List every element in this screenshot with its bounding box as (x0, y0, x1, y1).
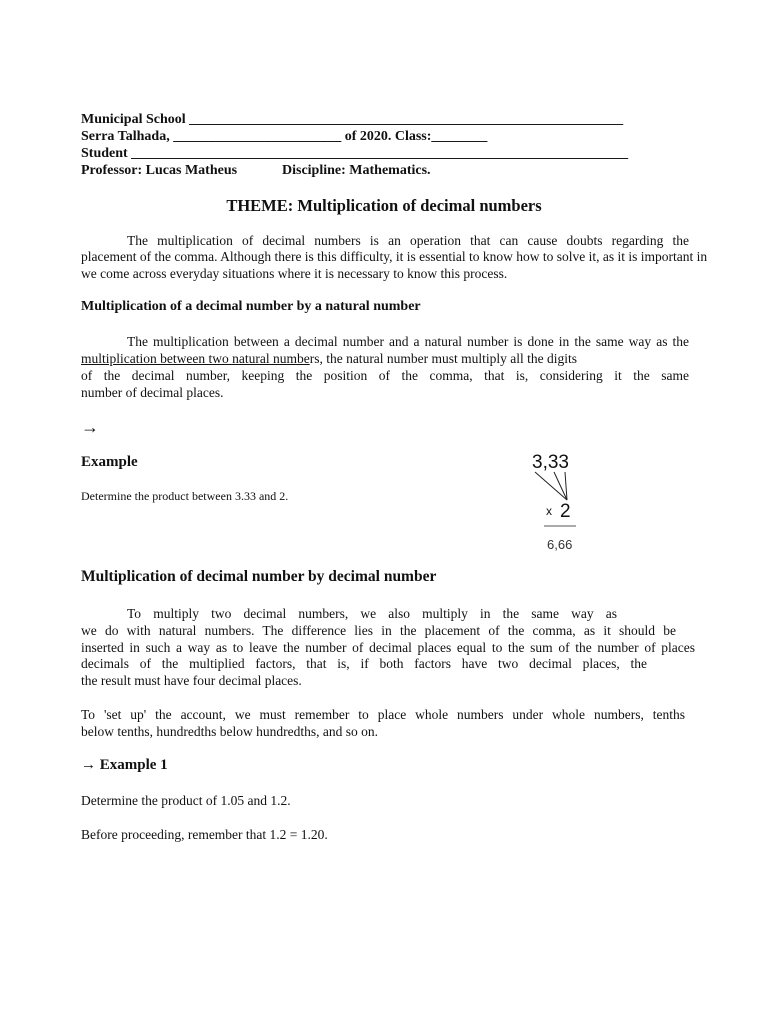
section1-line-2 (81, 350, 577, 367)
multiplier: 2 (560, 501, 571, 522)
multiplicand: 3,33 (532, 452, 569, 473)
example1-text: Determine the product of 1.05 and 1.2. (81, 793, 291, 808)
school-field: Municipal School ______________________________________________________________ (81, 112, 624, 127)
page-title: THEME: Multiplication of decimal numbers (226, 196, 542, 215)
section1-line-4: number of decimal places. (81, 385, 224, 400)
city-date-class-field: Serra Talhada, ________________________ of 2020. Class:________ (81, 129, 488, 144)
section1-line-1: The multiplication between a decimal number and a natural number is done in the same way as the (127, 334, 689, 349)
times-sign: x (546, 504, 552, 518)
section2-p1-line-5: the result must have four decimal places. (81, 673, 302, 688)
section1-line-2-rest: rs, the natural number must multiply all the digits (309, 351, 578, 366)
example1-heading: → Example 1 (81, 757, 168, 773)
section2-p1-line-1: To multiply two decimal numbers, we also multiply in the same way as (127, 606, 617, 621)
example1-note: Before proceeding, remember that 1.2 = 1.20. (81, 827, 328, 842)
section2-p1-line-4: decimals of the multiplied factors, that is, if both factors have two decimal places, the (81, 656, 647, 671)
student-field: Student _______________________________________________________________________ (81, 146, 629, 161)
intro-line-3: we come across everyday situations where it is necessary to know this process. (81, 266, 508, 281)
multiplication-diagram (522, 450, 594, 560)
section1-line-3: of the decimal number, keeping the position of the comma, that is, considering it the same (81, 368, 689, 383)
example-heading: Example (81, 454, 138, 470)
section2-heading: Multiplication of decimal number by decimal number (81, 568, 437, 585)
intro-line-1: The multiplication of decimal numbers is an operation that can cause doubts regarding the (127, 233, 689, 248)
arrow-icon: → (81, 417, 99, 437)
section1-heading: Multiplication of a decimal number by a natural number (81, 299, 421, 314)
section2-p2-line-1: To 'set up' the account, we must remember to place whole numbers under whole numbers, tenths (81, 707, 685, 722)
section1-underlined-text: multiplication between two natural numbe (81, 351, 310, 366)
section2-p1-line-2: we do with natural numbers. The difference lies in the placement of the comma, as it should be (81, 623, 676, 638)
intro-line-2: placement of the comma. Although there is this difficulty, it is essential to know how to solve it, as it is important in (81, 249, 708, 264)
result: 6,66 (547, 537, 573, 552)
section2-p1-line-3: inserted in such a way as to leave the number of decimal places equal to the sum of the number of places (81, 640, 695, 655)
arrow-line-1 (535, 472, 567, 500)
example-text: Determine the product between 3.33 and 2. (81, 489, 289, 503)
professor-label: Professor: Lucas Matheus (81, 163, 238, 178)
section2-p2-line-2: below tenths, hundredths below hundredths, and so on. (81, 724, 378, 739)
discipline-label: Discipline: Mathematics. (282, 163, 431, 178)
